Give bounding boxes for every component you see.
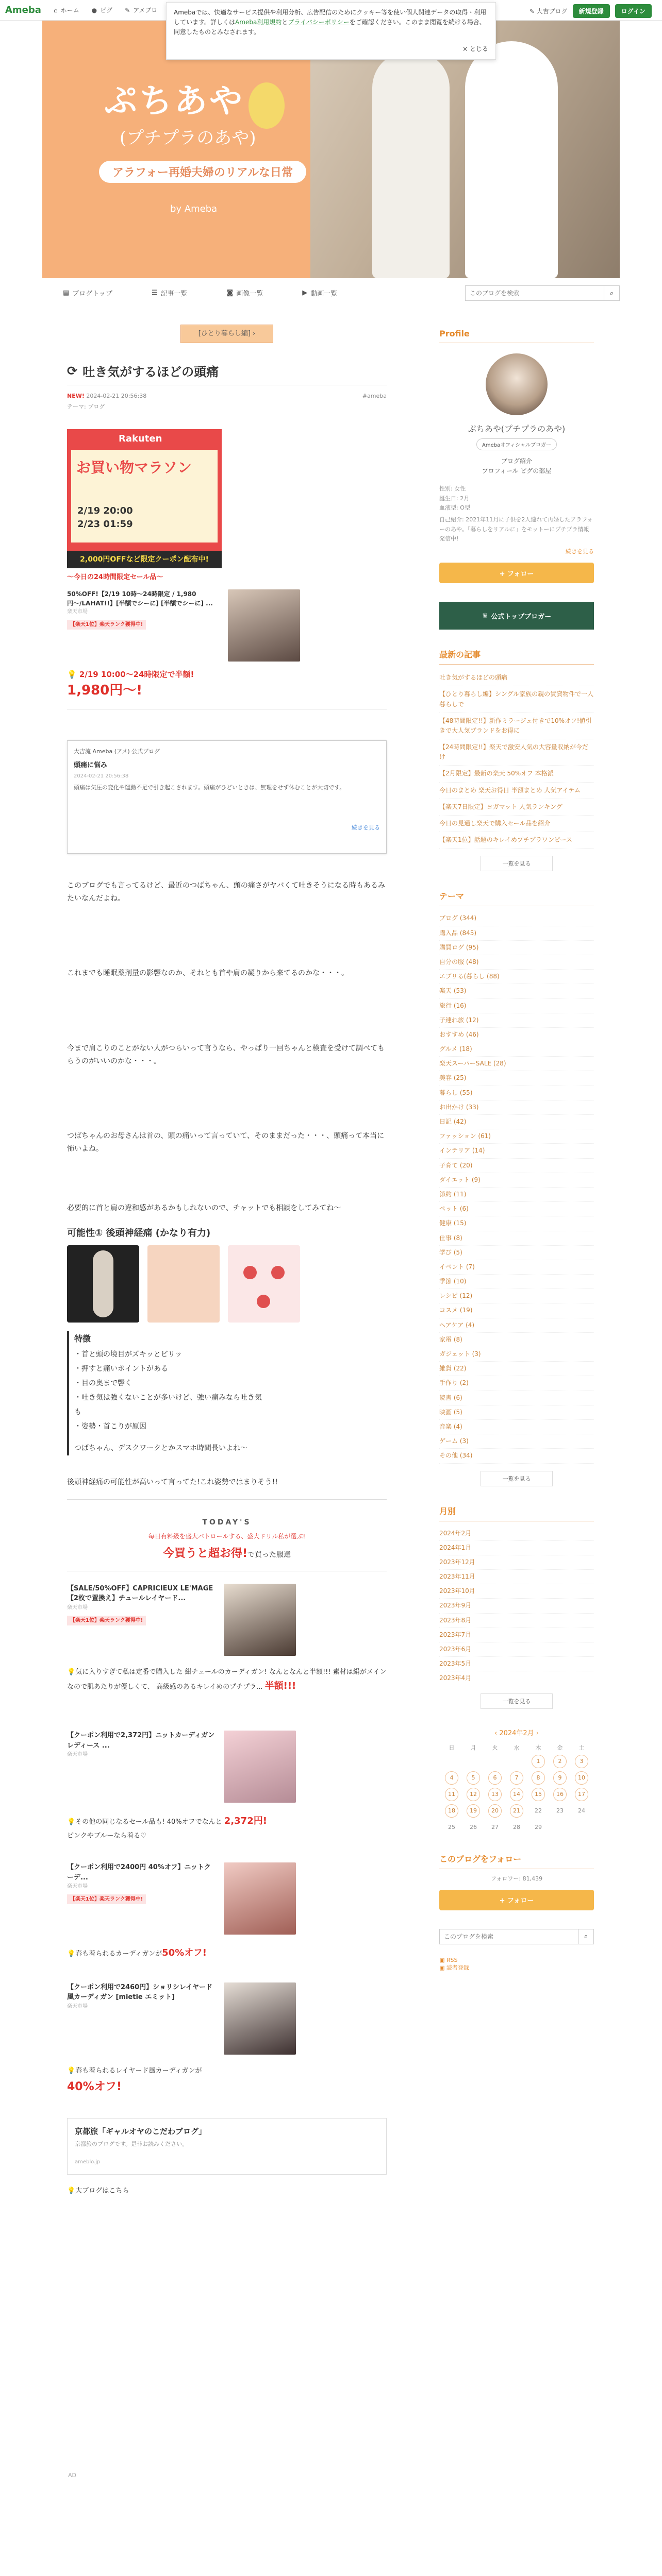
product-rank-badge: 【楽天1位】楽天ランク獲得中! [67, 620, 146, 630]
profile-links[interactable]: プロフィール ピグの部屋 [482, 467, 552, 474]
product-shop: 楽天市場 [67, 609, 88, 615]
month-item[interactable]: 2023年12月 [439, 1555, 594, 1570]
latest-item[interactable]: 今日のまとめ 楽天お得日 半額まとめ 人気アイテム [439, 783, 594, 799]
calendar-day [553, 1821, 567, 1834]
deal-shop: 楽天市場 [67, 1604, 88, 1611]
deal-title: 【クーポン利用で2,372円】ニットカーディガン レディース ... [67, 1732, 215, 1750]
theme-item[interactable]: お出かけ (33) [439, 1100, 594, 1115]
deal-text [67, 1584, 217, 1625]
feature-note: つばちゃん、デスクワークとかスマホ時間長いよね〜 [74, 1444, 247, 1452]
deal-text [67, 1731, 217, 1758]
profile-avatar[interactable] [486, 353, 548, 415]
global-nav [54, 6, 157, 14]
theme-item[interactable]: 音楽 (4) [439, 1420, 594, 1434]
theme-item[interactable]: その他 (34) [439, 1449, 594, 1463]
feature-title: 特徴 [74, 1333, 91, 1344]
latest-item[interactable]: 吐き気がするほどの頭痛 [439, 670, 594, 686]
product-image [228, 589, 300, 662]
diagram-row [67, 1245, 387, 1323]
deal-title: 【SALE/50%OFF】CAPRICIEUX LE'MAGE【2枚で置換え】チュールレイヤード... [67, 1584, 213, 1603]
deal-comment-4: 💡春も着られるレイヤード風カーディガンが 40%オフ! [67, 2066, 202, 2094]
calendar-day[interactable]: 5 [467, 1771, 480, 1785]
deal-text [67, 1862, 217, 1904]
calendar-day: 24 [578, 1807, 585, 1815]
theme-item[interactable]: 学び (5) [439, 1246, 594, 1260]
privacy-link[interactable]: プライバシーポリシー [288, 19, 350, 26]
price-line: 💡 2/19 10:00〜24時限定で半額! [67, 670, 194, 679]
ad-label: AD [68, 2472, 76, 2479]
possibility-heading: 可能性① 後頭神経痛 (かなり有力) [67, 1227, 211, 1239]
calendar-day[interactable]: 19 [467, 1804, 480, 1818]
calendar-day: 29 [535, 1824, 542, 1831]
deal-comment-2: 💡その他の同じなるセール品も! 40%オフでなんと 2,372円! ピンクやブルーなら着る♡ [67, 1816, 267, 1840]
bulb-icon: 💡 [67, 1818, 76, 1826]
sidebar-follow-button-2[interactable]: + フォロー [439, 1890, 594, 1910]
tab-articles[interactable]: ☰ 記事一覧 [151, 289, 188, 298]
calendar-day[interactable]: 2 [553, 1755, 567, 1768]
theme-item[interactable]: 子連れ旅 (12) [439, 1013, 594, 1028]
profile-more-link[interactable]: 続きを見る [566, 548, 594, 555]
blog-search-input[interactable] [465, 285, 604, 301]
profile-link-intro[interactable]: ブログ紹介 [501, 457, 532, 465]
calendar-weekday: 日 [449, 1744, 455, 1751]
rss-link[interactable]: ▣ RSS [439, 1956, 458, 1963]
theme-item[interactable]: ヘアケア (4) [439, 1318, 594, 1333]
month-item[interactable]: 2023年5月 [439, 1657, 594, 1671]
theme-item[interactable]: エブリる(暮らし (88) [439, 970, 594, 984]
todays-heading: 今買うと超お得!で買った服達 [162, 1547, 291, 1560]
bulb-icon: 💡 [67, 1668, 76, 1676]
sidebar-search [439, 1929, 594, 1944]
theme-item[interactable]: 購買ログ (95) [439, 941, 594, 955]
rss-links [439, 1957, 594, 1972]
calendar-day: 25 [448, 1824, 455, 1831]
body-paragraph-7: 後頭神経痛の可能性が高いって言ってた!これ姿勢ではまりそう!! [67, 1478, 278, 1486]
deal-text [67, 1982, 217, 2010]
deal-comment-1: 💡気に入りすぎて私は定番で購入した 紺チュールのカーディガン! なんとなんと半額!!! 素材は絹がメインなので肌あたりが優しくて、 高級感のあるキレイめのプチプラ... 半額!!! [67, 1668, 387, 1692]
banner-tagline: アラフォー再婚夫婦のリアルな日常 [99, 161, 306, 183]
body-paragraph-1: このブログでも言ってるけど、最近のつばちゃん、頭の痛さがヤバくて吐きそうになる時もあるみたいなんだよね。 [67, 882, 385, 903]
month-item[interactable]: 2024年1月 [439, 1541, 594, 1555]
feature-item: ・首と頭の境目がズキッとビリッ [74, 1350, 183, 1359]
theme-item[interactable]: コスメ (19) [439, 1303, 594, 1318]
bookmark-icon: ▣ [439, 1964, 446, 1971]
follow-section [439, 1853, 594, 1910]
calendar-heading: ‹ 2024年2月 › [494, 1729, 539, 1737]
entry-date: 2024-02-21 20:56:38 [86, 393, 147, 399]
theme-heading: テーマ [439, 890, 594, 906]
follower-count: フォロワー: 81,439 [490, 1875, 543, 1882]
deal-image [224, 1731, 296, 1803]
blog-link-title: 京都旅「ギャルオヤのこだわブログ」 [75, 2126, 207, 2136]
deal-comment-3: 💡春も着られるカーディガンが50%オフ! [67, 1947, 207, 1959]
theme-item[interactable]: 仕事 (8) [439, 1231, 594, 1246]
crown-icon: ♛ [482, 612, 488, 620]
calendar-day: 28 [513, 1824, 520, 1831]
entry-title[interactable]: ⟳ 吐き気がするほどの頭痛 [67, 362, 387, 385]
latest-heading: 最新の記事 [439, 648, 594, 665]
ad-caption: 〜今日の24時間限定セール品〜 [67, 573, 163, 581]
todays-subtitle: 毎日有料級を盛大パトロールする、盛大ドリル私が選ぶ! [148, 1532, 306, 1540]
blog-link-url: ameblo.jp [75, 2159, 101, 2165]
entry-meta [67, 393, 387, 399]
theme-item[interactable]: 節約 (11) [439, 1188, 594, 1202]
months-more-button[interactable]: 一覧を見る [481, 1693, 553, 1709]
neck-skin-image [147, 1245, 220, 1323]
calendar-day: 27 [491, 1824, 499, 1831]
price-big: 1,980円〜! [67, 683, 143, 698]
deal-rank-badge: 【楽天1位】楽天ランク獲得中! [67, 1616, 146, 1625]
calendar-day[interactable]: 15 [532, 1788, 545, 1801]
theme-item[interactable]: 子育て (20) [439, 1159, 594, 1173]
reblog-body: 頭痛は気圧の変化や運動不足で引き起こされます。頭痛がひどいときは、無理をせず休むことが大切です。 [74, 784, 345, 791]
month-item[interactable]: 2023年9月 [439, 1599, 594, 1613]
search-icon: ⌕ [584, 1933, 588, 1941]
latest-posts [439, 648, 594, 871]
body-paragraph-5: 必要的に首と肩の違和感があるかもしれないので、チャットでも相談をしてみてね〜 [67, 1204, 341, 1213]
theme-item[interactable]: 日記 (42) [439, 1115, 594, 1129]
terms-link[interactable]: Ameba利用規約 [235, 19, 282, 26]
latest-more-button[interactable]: 一覧を見る [481, 856, 553, 871]
themes [439, 890, 594, 1486]
pigg-icon: ● [91, 6, 97, 14]
reblog-source: 大吉流 Ameba (アメ) 公式ブログ [74, 748, 160, 755]
blog-icon: ✎ [125, 6, 130, 14]
blog-link-card[interactable] [67, 2118, 387, 2175]
cookie-close-button[interactable]: × とじる [462, 45, 488, 53]
feature-item: ・押すと痛いポイントがある [74, 1364, 168, 1373]
reblog-more-link[interactable]: 続きを見る [352, 824, 380, 831]
deal-title: 【クーポン利用で2460円】ショリシレイヤード風カーディガン [mietie エミット] [67, 1983, 212, 2002]
next-icon[interactable]: › [534, 1729, 539, 1737]
sidebar-search-button[interactable] [578, 1929, 594, 1944]
calendar-weekday: 水 [514, 1744, 520, 1751]
calendar-day[interactable]: 18 [445, 1804, 458, 1818]
calendar-day [445, 1755, 458, 1768]
theme-item[interactable]: 映画 (5) [439, 1405, 594, 1420]
search-button[interactable] [604, 285, 620, 301]
theme-item[interactable]: レシピ (12) [439, 1289, 594, 1303]
theme-item[interactable]: 購入品 (845) [439, 926, 594, 941]
calendar-day[interactable]: 4 [445, 1771, 458, 1785]
search-icon: ⌕ [609, 289, 614, 297]
latest-item[interactable]: 【48時間限定!!】新作ミラージュ付きで10%オフ!値引きで大人気ブランドをお得に [439, 713, 594, 739]
profile-name[interactable]: ぷちあや(プチプラのあや) [468, 424, 566, 434]
header-actions [529, 4, 652, 18]
latest-list [439, 670, 594, 849]
home-icon: ▤ [63, 289, 70, 297]
deal-shop: 楽天市場 [67, 1752, 88, 1758]
login-button[interactable]: ログイン [615, 4, 652, 18]
theme-item[interactable]: ファッション (61) [439, 1129, 594, 1144]
neck-xray-image [67, 1245, 139, 1323]
bride-figure [465, 41, 558, 278]
month-item[interactable]: 2024年2月 [439, 1527, 594, 1541]
latest-item[interactable]: 【楽天7日限定】ヨガマット 人気ランキング [439, 799, 594, 816]
bulb-icon: 💡 [67, 2066, 76, 2075]
pen-icon: ✎ [529, 8, 537, 15]
theme-item[interactable]: 自分の服 (48) [439, 955, 594, 970]
deal-shop: 楽天市場 [67, 1884, 88, 1890]
reblog-title: 頭痛に悩み [74, 761, 108, 769]
rakuten-logo: Rakuten [119, 433, 162, 444]
product-card[interactable] [67, 589, 387, 662]
feature-item: ・姿勢・首こりが原因 [74, 1422, 146, 1431]
theme-item[interactable]: 手作り (2) [439, 1376, 594, 1391]
bulb-icon: 💡 [67, 670, 77, 679]
rakuten-marathon-ad[interactable] [67, 429, 222, 568]
deal-item-1[interactable] [67, 1584, 387, 1656]
blog-nav [42, 282, 620, 303]
calendar-day[interactable]: 12 [467, 1788, 480, 1801]
profile-heading: Profile [439, 329, 594, 343]
official-blogger-banner[interactable]: ♛ 公式トップブロガー [439, 602, 594, 630]
theme-item[interactable]: ダイエット (9) [439, 1173, 594, 1188]
deal-item-4[interactable] [67, 1982, 387, 2055]
tab-blog-top[interactable]: ▤ ブログトップ [63, 289, 112, 298]
theme-item[interactable]: 暮らし (55) [439, 1086, 594, 1100]
theme-item[interactable]: インテリア (14) [439, 1144, 594, 1158]
ameba-logo[interactable]: Ameba [5, 5, 41, 15]
new-badge: NEW! [67, 393, 85, 399]
monthly-archive [439, 1505, 594, 1709]
theme-item[interactable]: ゲーム (3) [439, 1434, 594, 1449]
calendar-day[interactable]: 8 [532, 1771, 545, 1785]
deal-image [224, 1982, 296, 2055]
reblog-icon: ⟳ [67, 363, 78, 378]
calendar-day[interactable]: 9 [553, 1771, 567, 1785]
entry-theme[interactable]: テーマ: ブログ [67, 403, 105, 410]
deal-item-2[interactable] [67, 1731, 387, 1803]
bouquet [249, 82, 285, 129]
official-badge: Amebaオフィシャルブロガー [439, 438, 594, 450]
product-text [67, 589, 222, 662]
camera-icon: ◙ [226, 289, 234, 297]
calendar-day[interactable]: 16 [553, 1788, 567, 1801]
calendar-grid [439, 1743, 594, 1834]
bulb-icon: 💡 [67, 2187, 76, 2195]
theme-item[interactable]: 雑貨 (22) [439, 1362, 594, 1376]
calendar-day[interactable]: 14 [510, 1788, 523, 1801]
theme-item[interactable]: 家電 (8) [439, 1333, 594, 1347]
blog-link-desc: 京都旅のブログです。是非お読みください。 [75, 2140, 188, 2147]
month-item[interactable]: 2023年8月 [439, 1614, 594, 1628]
themes-more-button[interactable]: 一覧を見る [481, 1471, 553, 1486]
home-icon: ⌂ [53, 6, 58, 14]
deal-item-3[interactable] [67, 1862, 387, 1935]
calendar-day [510, 1755, 523, 1768]
latest-item[interactable]: 【2月限定】最新の楽天 50%オフ 本格派 [439, 766, 594, 782]
theme-item[interactable]: 楽天 (53) [439, 984, 594, 998]
nav-home[interactable]: ⌂ ホーム [53, 6, 79, 14]
follow-heading: このブログをフォロー [439, 1853, 594, 1869]
profile-facts: 性別: 女性 誕生日: 2月 血液型: O型 [439, 485, 470, 512]
product-title: 50%OFF!【2/19 10時〜24時限定 / 1,980円〜/LAHAT!!】[半額でシーに] [半額でシーに] ... [67, 590, 213, 607]
rss-icon: ▣ [439, 1956, 446, 1963]
deal-image [224, 1584, 296, 1656]
theme-item[interactable]: 楽天スーパーSALE (28) [439, 1057, 594, 1071]
video-icon: ▶ [302, 289, 308, 297]
calendar-day: 23 [556, 1807, 564, 1815]
close-icon: × [462, 45, 470, 53]
pain-dot [243, 1266, 257, 1279]
deal-title: 【クーポン利用で2400円 40%オフ】ニットクーデ... [67, 1863, 211, 1882]
calendar-day[interactable]: 13 [488, 1788, 502, 1801]
latest-item[interactable]: 今日の見通し楽天で購入セール品を紹介 [439, 816, 594, 832]
latest-item[interactable]: 【楽天1位】話題のキレイめプチプラワンピース [439, 832, 594, 849]
calendar-day: 26 [470, 1824, 477, 1831]
calendar-weekday: 火 [492, 1744, 498, 1751]
ad-headline: お買い物マラソン [76, 459, 192, 476]
body-paragraph-3: 今まで肩こりのことがない人がつらいって言うなら、やっぱり一回ちゃんと検査を受けて調べてもらうのがいいのかな・・・。 [67, 1044, 385, 1065]
prev-icon[interactable]: ‹ [494, 1729, 500, 1737]
entry-hashtag[interactable]: #ameba [362, 393, 387, 399]
ad-date-start: 2/19 20:00 [77, 505, 133, 516]
calendar-day[interactable]: 6 [488, 1771, 502, 1785]
register-button[interactable]: 新規登録 [573, 4, 610, 18]
calendar [439, 1727, 594, 1834]
calendar-day[interactable]: 3 [575, 1755, 588, 1768]
month-item[interactable]: 2023年7月 [439, 1628, 594, 1642]
category-tag-button[interactable]: [ひとり暮らし編] › [180, 325, 273, 343]
pain-dot [257, 1295, 270, 1308]
todays-label: TODAY'S [202, 1518, 252, 1527]
theme-item[interactable]: おすすめ (46) [439, 1028, 594, 1042]
banner-by-ameba: by Ameba [170, 204, 218, 214]
tab-videos[interactable]: ▶ 動画一覧 [302, 289, 338, 298]
groom-figure [372, 52, 450, 278]
theme-item[interactable]: ペット (6) [439, 1202, 594, 1216]
theme-item[interactable]: 健康 (15) [439, 1216, 594, 1231]
theme-item[interactable]: 旅行 (16) [439, 999, 594, 1013]
feature-list [67, 1331, 263, 1455]
bulb-icon: 💡 [67, 1950, 76, 1958]
profile-description: 自己紹介: 2021年11月に子供を2人連れて再婚したアラフォーのあや。「暮らしをリアルに」をモットーにプチプラ情報発信中! [439, 516, 593, 543]
calendar-day[interactable]: 10 [575, 1771, 588, 1785]
ad-footer: 2,000円OFFなど限定クーポン配布中! [67, 551, 222, 568]
feature-item: ・目の奥まで響く [74, 1379, 132, 1387]
calendar-day[interactable]: 1 [532, 1755, 545, 1768]
month-item[interactable]: 2023年11月 [439, 1570, 594, 1584]
sidebar-follow-button[interactable]: + フォロー [439, 563, 594, 583]
calendar-day: 22 [535, 1807, 542, 1815]
theme-item[interactable]: ブログ (344) [439, 911, 594, 926]
calendar-day [488, 1755, 502, 1768]
banner-title: ぷちあや [104, 82, 244, 121]
nav-pigg[interactable]: ● ピグ [91, 6, 113, 14]
todays-deals-section [67, 1518, 387, 1561]
theme-item[interactable]: 美容 (25) [439, 1071, 594, 1086]
month-heading: 月別 [439, 1505, 594, 1521]
calendar-day[interactable]: 20 [488, 1804, 502, 1818]
blog-link-note: 💡大ブログはこちら [67, 2187, 129, 2195]
list-icon: ☰ [151, 289, 158, 297]
reblog-date: 2024-02-21 20:56:38 [74, 773, 129, 779]
body-paragraph-4: つばちゃんのお母さんは首の、頭の痛いって言っていて、そのままだった・・・、頭痛って本当に怖いよね。 [67, 1131, 385, 1154]
theme-list [439, 911, 594, 1463]
theme-item[interactable]: 季節 (10) [439, 1275, 594, 1289]
calendar-weekday: 金 [557, 1744, 563, 1751]
calendar-weekday: 月 [470, 1744, 476, 1751]
calendar-day[interactable]: 17 [575, 1788, 588, 1801]
ad-inner [71, 450, 218, 543]
spine-bone [93, 1250, 113, 1317]
banner-subtitle: (プチプラのあや) [120, 128, 256, 148]
calendar-day[interactable]: 7 [510, 1771, 523, 1785]
pain-dot [271, 1266, 285, 1279]
sidebar [439, 329, 594, 1972]
theme-item[interactable]: グルメ (18) [439, 1042, 594, 1057]
divider [67, 1499, 387, 1500]
deal-rank-badge: 【楽天1位】楽天ランク獲得中! [67, 1894, 146, 1904]
theme-item[interactable]: 読書 (6) [439, 1391, 594, 1405]
ad-date-end: 2/23 01:59 [77, 519, 133, 530]
pain-points-image [228, 1245, 300, 1323]
body-paragraph-2: これまでも睡眠薬剤量の影響なのか、それとも首や肩の凝りから来てるのかな・・・。 [67, 969, 349, 978]
calendar-weekday: 土 [578, 1744, 585, 1751]
calendar-day[interactable]: 11 [445, 1788, 458, 1801]
calendar-day [467, 1755, 480, 1768]
sidebar-search-input[interactable] [439, 1929, 578, 1944]
reblog-card[interactable] [67, 740, 387, 854]
month-list [439, 1527, 594, 1686]
theme-item[interactable]: イベント (7) [439, 1260, 594, 1275]
deal-image [224, 1862, 296, 1935]
theme-item[interactable]: ガジェット (3) [439, 1347, 594, 1362]
month-item[interactable]: 2023年6月 [439, 1642, 594, 1657]
reader-register-link[interactable]: ▣ 読者登録 [439, 1964, 469, 1971]
latest-item[interactable]: 【ひとり暮らし編】シングル家族の親の賃貸物件で一人暮らしで [439, 686, 594, 713]
main-column [67, 325, 387, 2197]
cookie-notice: Amebaでは、快適なサービス提供や利用分析、広告配信のためにクッキー等を使い個人関連データの取得・利用しています。詳しくはAmeba利用規約とプライバシーポリシーをご確認ください。このまま閲覧を続ける場合、同意したものとみなされます。 × とじる [166, 2, 496, 60]
calendar-weekday: 木 [535, 1744, 541, 1751]
feature-item: ・吐き気は強くないことが多いけど、強い痛みなら吐き気も [74, 1393, 262, 1416]
month-item[interactable]: 2023年10月 [439, 1584, 594, 1599]
tab-images[interactable]: ◙ 画像一覧 [226, 289, 263, 298]
month-item[interactable]: 2023年4月 [439, 1671, 594, 1686]
deal-shop: 楽天市場 [67, 2003, 88, 2009]
latest-item[interactable]: 【24時間限定!!】楽天で激安人気の大容量収納が今だけ [439, 739, 594, 766]
daikichi-link[interactable]: ✎ 大吉ブログ [529, 8, 568, 15]
nav-ameblo[interactable]: ✎ アメブロ [125, 6, 158, 14]
calendar-day[interactable]: 21 [510, 1804, 523, 1818]
blog-search [465, 285, 620, 301]
